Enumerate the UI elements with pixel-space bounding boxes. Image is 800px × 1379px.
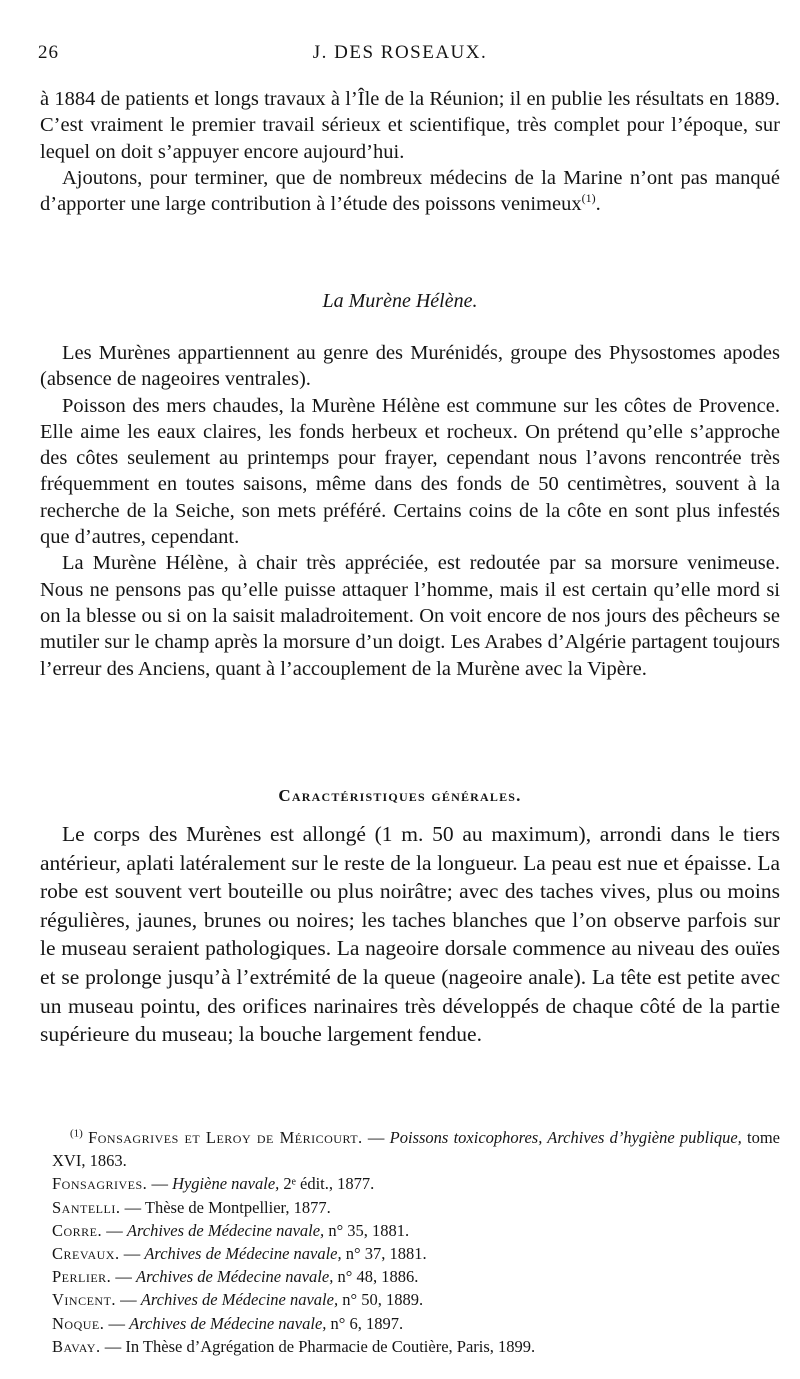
footnote-author: Crevaux. [52,1244,120,1264]
footnote-title: Archives de Médecine navale, [126,1220,325,1240]
footnote-rest: In Thèse d’Agrégation de Pharmacie de Coutière, Paris, 1899. [125,1336,536,1356]
footnote-separator: — [111,1267,137,1287]
section-2-text [40,820,780,1049]
footnote-author: Fonsagrives. [52,1174,148,1194]
footnote-line [52,1312,780,1335]
footnote-rest: n° 35, 1881. [324,1220,410,1240]
footnote-separator: — [104,1313,130,1333]
footnote-author: Vincent. [52,1290,117,1310]
footnote-separator: — [120,1197,145,1217]
footnote-title: Archives de Médecine navale, [136,1267,334,1287]
intro-paragraph-2-text: Ajoutons, pour terminer, que de nombreux médecins de la Marine n’ont pas manqué d’apporter une large contribution à l’étude des poissons venimeux [40,166,780,216]
section-heading-murene-helene: La Murène Hélène. [322,290,478,312]
footnote-author: Perlier. [52,1267,112,1287]
footnote-author: Bavay. [52,1336,101,1356]
footnote-rest: n° 50, 1889. [338,1290,424,1310]
footnote-separator: — [116,1290,141,1310]
section-1-paragraph-1: Les Murènes appartiennent au genre des Murénidés, groupe des Physostomes apodes (absence de nageoires ventrales). [40,342,780,391]
footnote-rest: n° 6, 1897. [326,1313,404,1333]
footnote-separator: — [119,1244,145,1264]
footnote-title: Poissons toxicophores, Archives d’hygiène publique, [389,1128,742,1147]
intro-paragraph-1: à 1884 de patients et longs travaux à l’Île de la Réunion; il en publie les résultats en 1889. C’est vraiment le premier travail sérieux et scientifique, très complet pour l’époque, sur lequel on doit s’appuyer encore aujourd’hui. [40,88,780,163]
footnote-line [52,1196,780,1219]
footnote-author: Fonsagrives et Leroy de Méricourt. [88,1128,363,1147]
footnote-line [52,1242,780,1265]
footnote-line [52,1265,780,1288]
footnote-title: Hygiène navale, [172,1174,280,1194]
section-heading-caracteristiques: Caractéristiques générales. [278,786,522,805]
footnote-title: Archives de Médecine navale, [129,1313,327,1333]
running-header [38,42,762,66]
footnote-separator: — [102,1220,127,1240]
intro-paragraph-2 [40,165,780,218]
footnote-marker: (1) [70,1127,83,1140]
footnote-separator: — [100,1336,126,1356]
footnote-author: Corre. [52,1220,103,1240]
footnote-rest: n° 37, 1881. [341,1244,427,1264]
footnote-reference: (1) [581,191,596,206]
intro-text [40,86,780,217]
footnote-rest: Thèse de Montpellier, 1877. [144,1197,331,1217]
footnote-line [52,1219,780,1242]
footnote-line [52,1335,780,1358]
footnote-separator: — [362,1128,390,1147]
footnote-author: Santelli. [52,1197,121,1217]
footnote-rest: tome XVI, 1863. [52,1128,781,1171]
footnote-line [52,1172,780,1195]
footnote-1 [52,1126,780,1172]
footnote-author: Noque. [52,1313,105,1333]
running-title: J. DES ROSEAUX. [312,42,488,63]
intro-paragraph-2-end: . [595,193,601,216]
footnote-rest: 2ᵉ édit., 1877. [279,1174,375,1194]
section-1-paragraph-3: La Murène Hélène, à chair très appréciée, est redoutée par sa morsure venimeuse. Nous ne pensons pas qu’elle puisse attaquer l’homme, mais il est certain qu’elle mord si on la blesse ou si on la saisit maladroitement. On voit encore de nos jours des pêcheurs se mutiler sur le champ après la morsure d’un doigt. Les Arabes d’Algérie partagent toujours l’erreur des Anciens, quant à l’accouplement de la Murène avec la Vipère. [40,552,780,680]
footnote-rest: n° 48, 1886. [333,1267,419,1287]
section-1-text [40,340,780,682]
section-2-paragraph-1: Le corps des Murènes est allongé (1 m. 50 au maximum), arrondi dans le tiers antérieur, aplati latéralement sur le reste de la longueur. La peau est nue et épaisse. La robe est souvent vert bouteille ou plus noirâtre; avec des taches vives, plus ou moins régulières, jaunes, brunes ou noires; les taches blanches que l’on observe parfois sur le museau seraient pathologiques. La nageoire dorsale commence au niveau des ouïes et se prolonge jusqu’à l’extrémité de la queue (nageoire anale). La tête est petite avec un museau pointu, des orifices narinaires très développés de chaque côté de la partie supérieure du museau; la bouche largement fendue. [40,822,780,1047]
footnote-title: Archives de Médecine navale, [140,1290,339,1310]
footnotes [52,1126,780,1358]
section-1-paragraph-2: Poisson des mers chaudes, la Murène Hélène est commune sur les côtes de Provence. Elle aime les eaux claires, les fonds herbeux et rocheux. On prétend qu’elle s’approche des côtes seulement au printemps pour frayer, cependant nous l’avons rencontrée très fréquemment en toutes saisons, même dans des fonds de 50 centimètres, souvent à la recherche de la Seiche, son mets préféré. Certains coins de la côte en sont plus infestés que d’autres, cependant. [40,394,780,549]
footnote-title: Archives de Médecine navale, [144,1244,342,1264]
footnote-line [52,1288,780,1311]
page-number: 26 [38,42,59,63]
footnote-separator: — [147,1174,173,1194]
